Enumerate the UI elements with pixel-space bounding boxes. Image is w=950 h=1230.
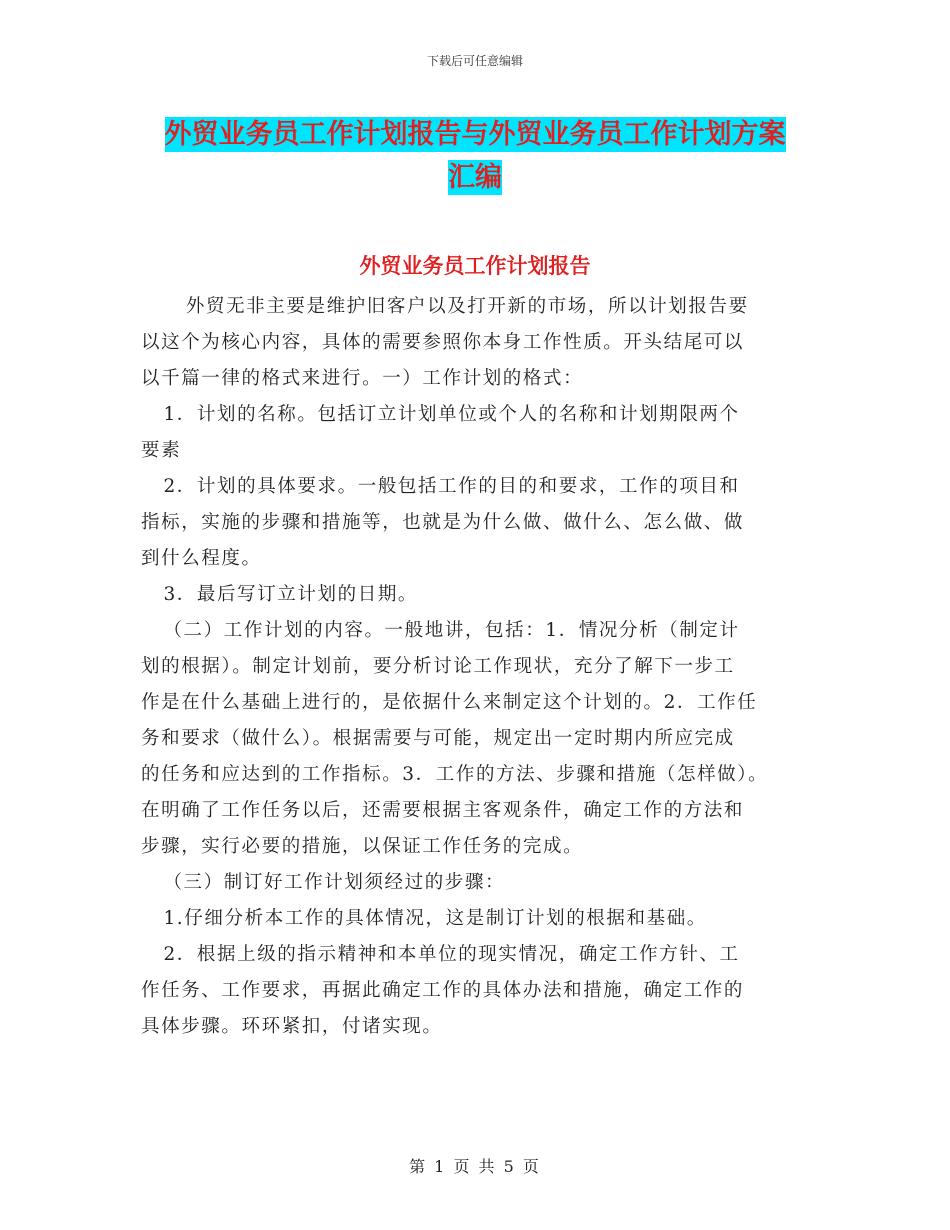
header-note: 下载后可任意编辑 [426, 54, 523, 68]
text-line: 2．计划的具体要求。一般包括工作的目的和要求，工作的项目和 [141, 476, 740, 497]
text-line: 的任务和应达到的工作指标。3．工作的方法、步骤和措施（怎样做）。 [141, 764, 769, 785]
text-line: 到什么程度。 [141, 548, 262, 569]
text-line: 以千篇一律的格式来进行。一）工作计划的格式： [141, 368, 584, 389]
text-line: 3．最后写订立计划的日期。 [141, 584, 419, 605]
text-line: 步骤，实行必要的措施，以保证工作任务的完成。 [141, 836, 584, 857]
text-line: 具体步骤。环环紧扣，付诸实现。 [141, 1016, 443, 1037]
text-line: 以这个为核心内容，具体的需要参照你本身工作性质。开头结尾可以 [141, 332, 745, 353]
text-line: 划的根据）。制定计划前，要分析讨论工作现状，充分了解下一步工 [141, 656, 735, 677]
body-text [141, 289, 821, 1045]
text-line: 要素 [141, 440, 182, 461]
text-line: 1．计划的名称。包括订立计划单位或个人的名称和计划期限两个 [141, 404, 740, 425]
text-line: （三）制订好工作计划须经过的步骤： [141, 872, 506, 893]
document-title-line-2 [0, 155, 950, 194]
text-line: 作任务、工作要求，再据此确定工作的具体办法和措施，确定工作的 [141, 980, 745, 1001]
text-line: （二）工作计划的内容。一般地讲，包括：1．情况分析（制定计 [141, 620, 740, 641]
document-title-text-2: 汇编 [448, 162, 502, 193]
section-title: 外贸业务员工作计划报告 [359, 253, 591, 278]
text-line: 务和要求（做什么）。根据需要与可能，规定出一定时期内所应完成 [141, 728, 735, 749]
text-line: 在明确了工作任务以后，还需要根据主客观条件，确定工作的方法和 [141, 800, 745, 821]
text-line: 作是在什么基础上进行的，是依据什么来制定这个计划的。2．工作任 [141, 692, 758, 713]
text-line: 外贸无非主要是维护旧客户以及打开新的市场，所以计划报告要 [141, 296, 749, 317]
document-title-text-1: 外贸业务员工作计划报告与外贸业务员工作计划方案 [164, 119, 786, 150]
text-line: 2．根据上级的指示精神和本单位的现实情况，确定工作方针、工 [141, 944, 740, 965]
text-line: 1.仔细分析本工作的具体情况，这是制订计划的根据和基础。 [141, 908, 707, 929]
document-title-line-1 [0, 112, 950, 151]
page-footer: 第 1 页 共 5 页 [409, 1157, 541, 1176]
text-line: 指标，实施的步骤和措施等，也就是为什么做、做什么、怎么做、做 [141, 512, 745, 533]
